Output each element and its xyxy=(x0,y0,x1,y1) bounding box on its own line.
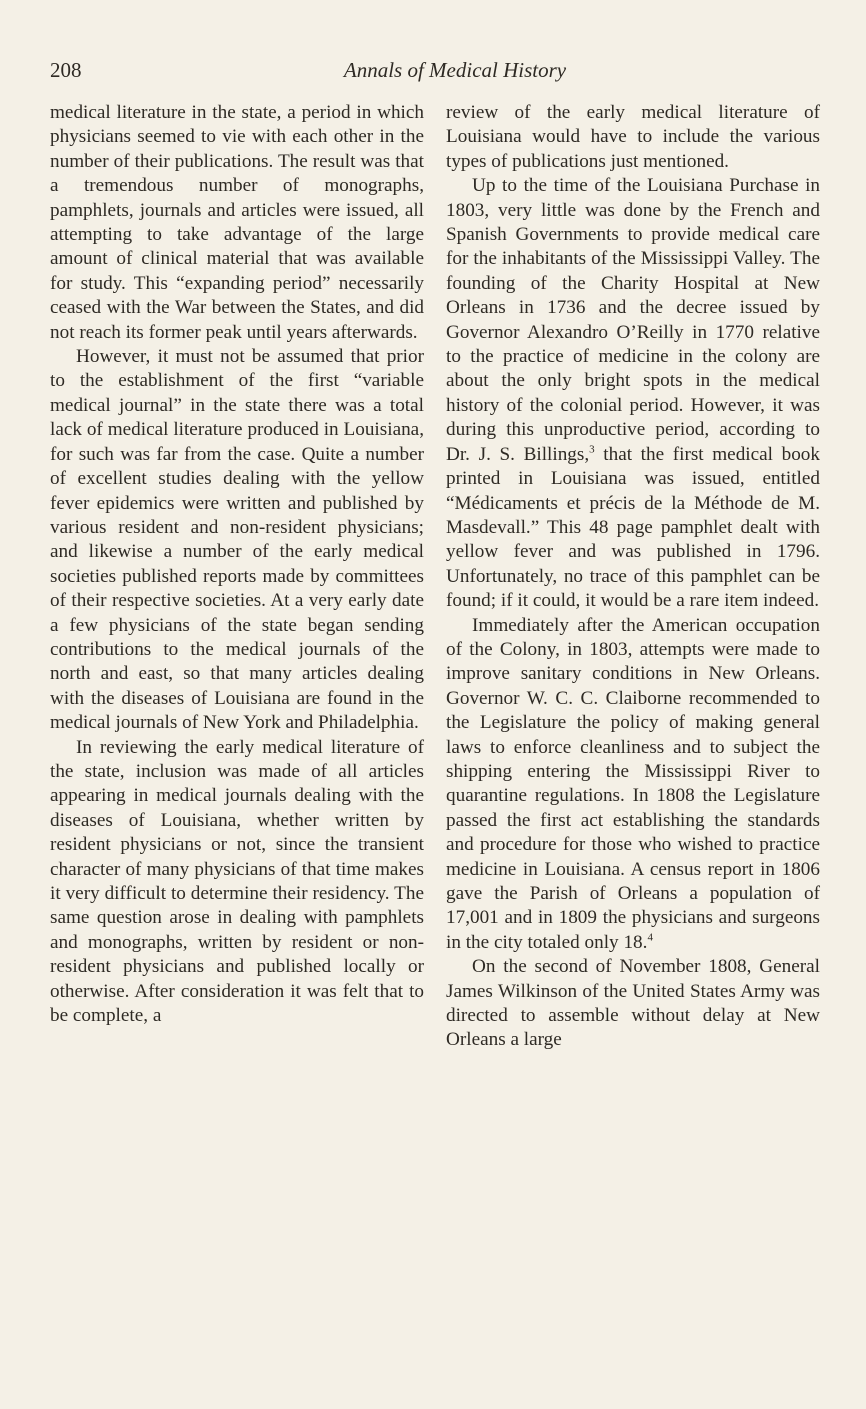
right-column xyxy=(446,101,820,1053)
paragraph xyxy=(446,614,820,956)
footnote-marker: 3 xyxy=(589,443,595,456)
paragraph: On the second of November 1808, General James Wilkinson of the United States Army was directed to assemble without delay at New Orleans a large xyxy=(446,956,820,1051)
paragraph-text: Immediately after the American occupation of the Colony, in 1803, attempts were made to improve sanitary conditions in New Orleans. Governor W. C. C. Claiborne recommended to the Legislature the policy of making general laws to enforce cleanliness and to subject the shipping entering the Mississippi River to quarantine regulations. In 1808 the Legislature passed the first act establishing the standards and procedure for those who wished to practice medicine in Louisiana. A census report in 1806 gave the Parish of Orleans a population of 17,001 and in 1809 the physicians and surgeons in the city totaled only 18. xyxy=(446,614,820,953)
page-number: 208 xyxy=(50,58,82,82)
paragraph: review of the early medical literature of Louisiana would have to include the various types of publications just mentioned. xyxy=(446,102,820,172)
page-header xyxy=(50,58,820,88)
footnote-marker: 4 xyxy=(647,931,653,944)
paragraph-text: Up to the time of the Louisiana Purchase in 1803, very little was done by the French and Spanish Governments to provide medical care for the inhabitants of the Mississippi Valley. The founding of the Charity Hospital at New Orleans in 1736 and the decree issued by Governor Alexandro O’Reilly in 1770 relative to the practice of medicine in the colony are about the only bright spots in the medical history of the colonial period. However, it was during this unproductive period, according to Dr. J. S. Billings, xyxy=(446,175,820,465)
running-title: Annals of Medical History xyxy=(343,58,567,82)
paragraph xyxy=(446,174,820,613)
paragraph: medical literature in the state, a period in which physicians seemed to vie with each other in the number of their publications. The result was that a tremendous number of monographs, pamphlets, journals and articles were issued, all attempting to take advantage of the large amount of clinical material that was available for study. This “expanding period” necessarily ceased with the War between the States, and did not reach its former peak until years afterwards. xyxy=(50,102,424,343)
paragraph: In reviewing the early medical literature of the state, inclusion was made of all articles appearing in medical journals dealing with the diseases of Louisiana, whether written by resident physicians or not, since the transient character of many physicians of that time makes it very difficult to determine their residency. The same question arose in dealing with pamphlets and monographs, written by resident or non-resident physicians and published locally or otherwise. After consideration it was felt that to be complete, a xyxy=(50,736,424,1027)
paragraph: However, it must not be assumed that prior to the establishment of the first “variable medical journal” in the state there was a total lack of medical literature produced in Louisiana, for such was far from the case. Quite a number of excellent studies dealing with the yellow fever epidemics were written and published by various resident and non-resident physicians; and likewise a number of the early medical societies published reports made by committees of their respective societies. At a very early date a few physicians of the state began sending contributions to the medical journals of the north and east, so that many articles dealing with the diseases of Louisiana are found in the medical journals of New York and Philadelphia. xyxy=(50,346,424,734)
paragraph-text: that the first medical book printed in Louisiana was issued, entitled “Médicaments et précis de la Méthode de M. Masdevall.” This 48 page pamphlet dealt with yellow fever and was published in 1796. Unfortunately, no trace of this pamphlet can be found; if it could, it would be a rare item indeed. xyxy=(446,443,820,612)
left-column xyxy=(50,101,424,1028)
